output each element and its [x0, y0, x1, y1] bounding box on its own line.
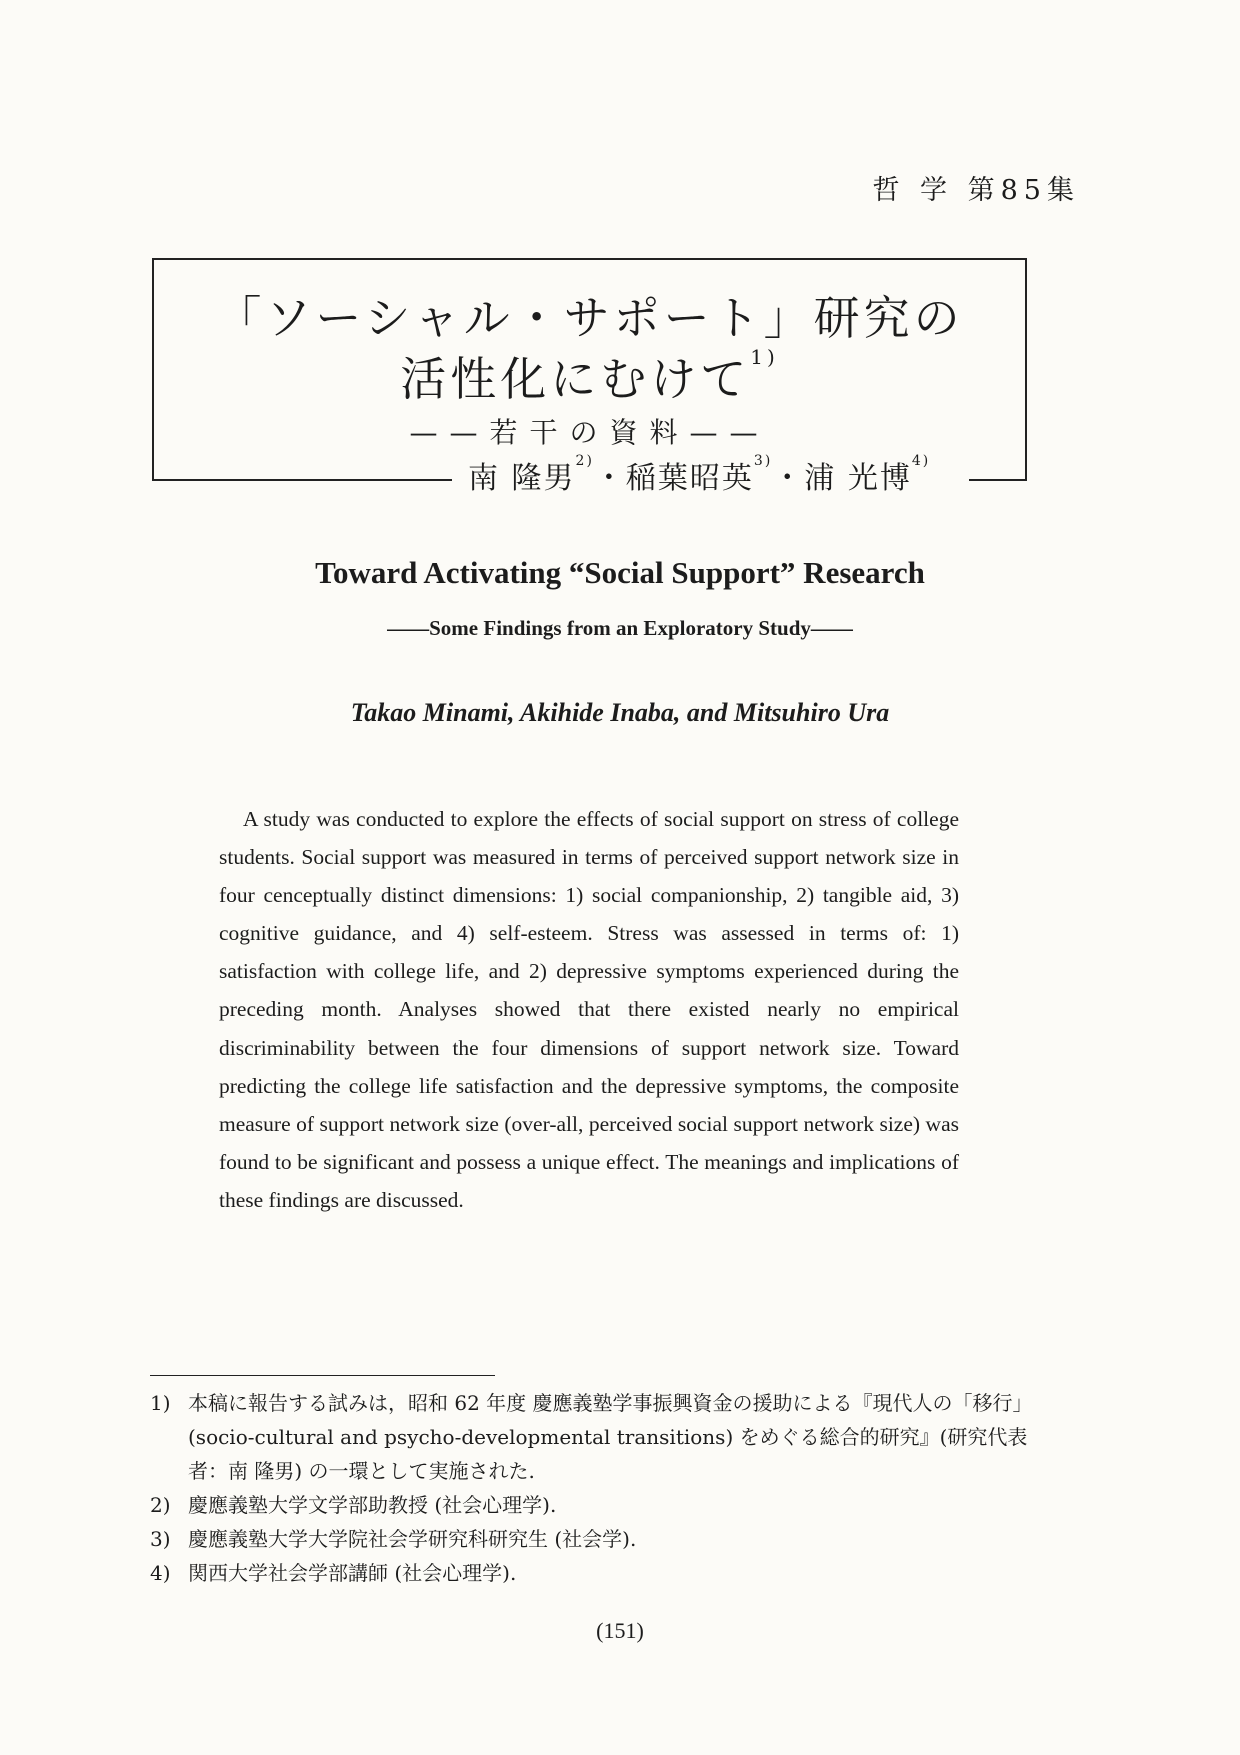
footnote-number: 1): [150, 1391, 171, 1415]
author-note: 4): [911, 453, 931, 469]
footnote-text: 本稿に報告する試みは，昭和 62 年度 慶應義塾学事振興資金の援助による『現代人の「移行」(socio-cultural and psycho-developmental transitions) をめぐる総合的研究』(研究代表者：南 隆男) の一環として実施された.: [188, 1391, 1028, 1483]
jp-title-line1: 「ソーシャル・サポート」研究の: [215, 291, 964, 345]
author-name: 浦 光博: [804, 461, 912, 496]
en-authors: Takao Minami, Akihide Inaba, and Mitsuhiro Ura: [350, 698, 890, 727]
footnote-number: 4): [150, 1561, 171, 1585]
jp-title-line2-text: 活性化にむけて: [400, 352, 751, 406]
running-head: 哲 学 第85集: [872, 175, 1080, 206]
footnote-rule: [150, 1375, 495, 1376]
jp-title-note: 1): [750, 345, 779, 369]
footnote-number: 2): [150, 1493, 171, 1517]
author-note: 3): [753, 453, 773, 469]
footnote-number: 3): [150, 1527, 171, 1551]
footnote: [150, 1556, 1030, 1590]
jp-subtitle: ——若干の資料——: [409, 416, 770, 449]
author-note: 2): [575, 453, 594, 469]
footnote-text: 関西大学社会学部講師 (社会心理学).: [188, 1561, 517, 1585]
jp-title-line2: [152, 343, 1027, 409]
en-title: Toward Activating “Social Support” Research: [315, 555, 925, 590]
frame-bottom-left-rule: [152, 479, 452, 481]
author-separator: ・: [772, 461, 805, 496]
author-separator: ・: [593, 461, 626, 496]
author-name: 稲葉昭英: [625, 461, 754, 496]
page-number: (151): [596, 1618, 644, 1643]
frame-top-rule: [152, 258, 1027, 260]
footnotes: [150, 1386, 1030, 1590]
footnote: [150, 1488, 1030, 1522]
footnote-text: 慶應義塾大学大学院社会学研究科研究生 (社会学).: [188, 1527, 637, 1551]
footnote: [150, 1522, 1030, 1556]
footnote: [150, 1386, 1030, 1488]
author-name: 南 隆男: [468, 461, 576, 496]
jp-authors: [460, 453, 938, 497]
en-subtitle: ——Some Findings from an Exploratory Study——: [387, 616, 853, 640]
footnote-text: 慶應義塾大学文学部助教授 (社会心理学).: [188, 1493, 557, 1517]
abstract-paragraph: A study was conducted to explore the effects of social support on stress of college students. Social support was measured in terms of perceived support network size in four cenceptually distinct dimensions: 1) social companionship, 2) tangible aid, 3) cognitive guidance, and 4) self-esteem. Stress was assessed in terms of: 1) satisfaction with college life, and 2) depressive symptoms experienced during the preceding month. Analyses showed that there existed nearly no empirical discriminability between the four dimensions of support network size. Toward predicting the college life satisfaction and the depressive symptoms, the composite measure of support network size (over-all, perceived social support network size) was found to be significant and possess a unique effect. The meanings and implications of these findings are discussed.: [219, 807, 959, 1212]
frame-bottom-right-rule: [969, 479, 1027, 481]
